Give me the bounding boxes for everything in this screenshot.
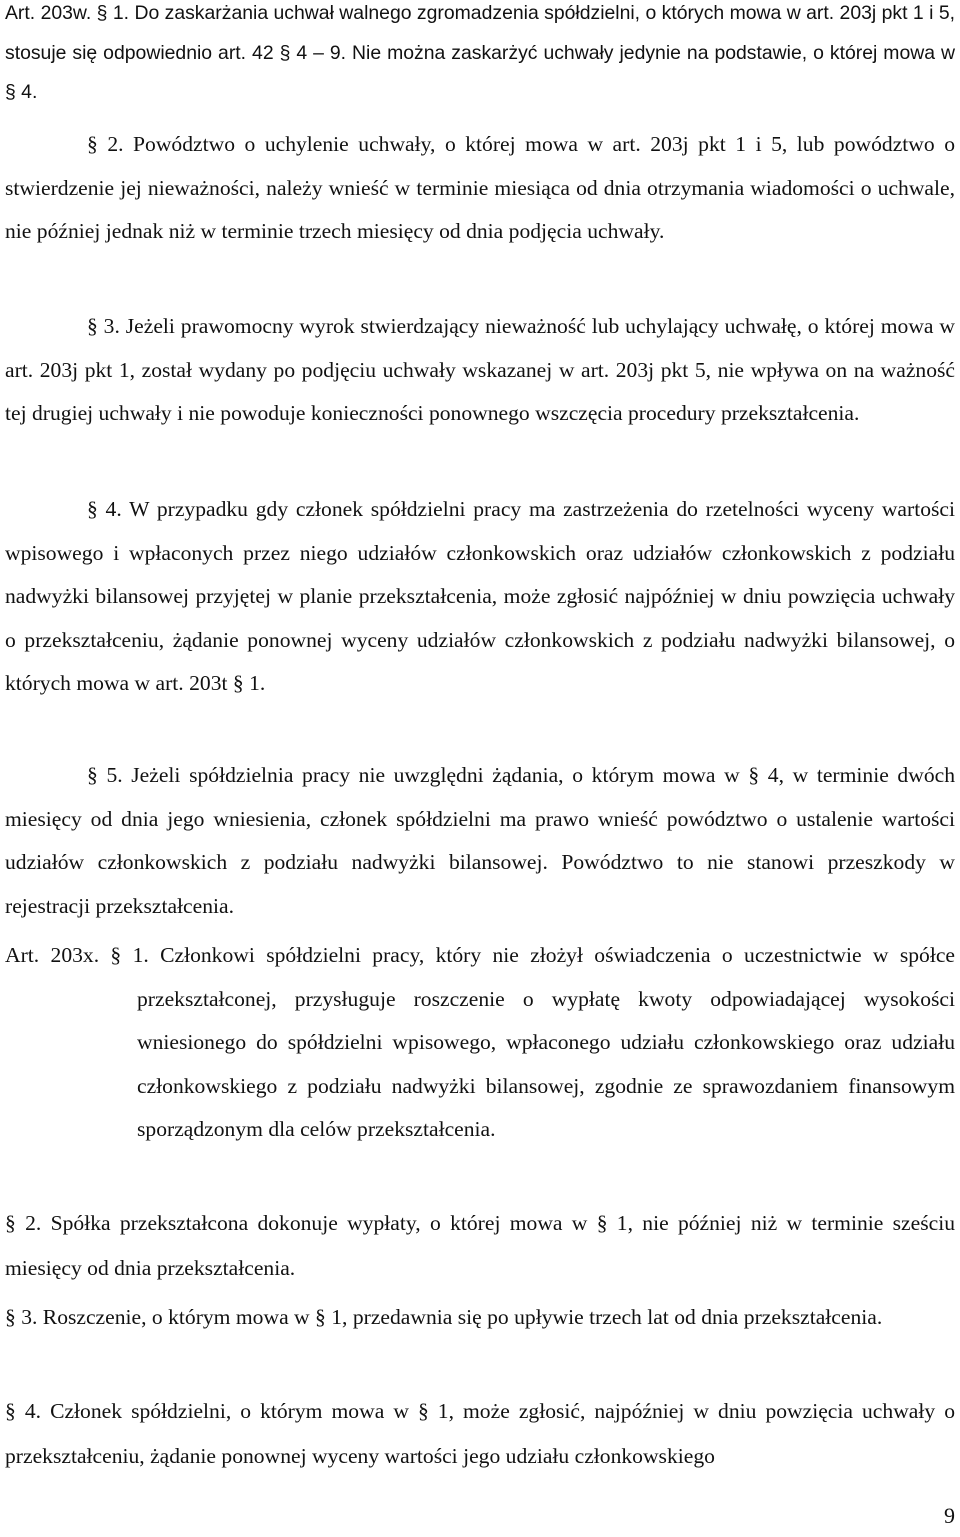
art-203w-para-5: § 5. Jeżeli spółdzielnia pracy nie uwzględni żądania, o którym mowa w § 4, w terminie dwóch miesięcy od dnia jego wniesienia, członek spółdzielni ma prawo wnieść powództwo o ustalenie wartości udziałów członkowskich z podziału nadwyżki bilansowej. Powództwo to nie stanowi przeszkody w rejestracji przekształcenia. <box>5 763 955 918</box>
art-203x-para-2: § 2. Spółka przekształcona dokonuje wypłaty, o której mowa w § 1, nie później niż w terminie sześciu miesięcy od dnia przekształcenia. <box>5 1211 955 1280</box>
art-203w-para-3: § 3. Jeżeli prawomocny wyrok stwierdzający nieważność lub uchylający uchwałę, o której mowa w art. 203j pkt 1, został wydany po podjęciu uchwały wskazanej w art. 203j pkt 5, nie wpływa on na ważność tej drugiej uchwały i nie powoduje konieczności ponownego wszczęcia procedury przekształcenia. <box>5 314 955 425</box>
art-203x-para-3: § 3. Roszczenie, o którym mowa w § 1, przedawnia się po upływie trzech lat od dnia przekształcenia. <box>5 1305 883 1329</box>
document-page <box>5 0 955 1537</box>
art-203w-para-4: § 4. W przypadku gdy członek spółdzielni pracy ma zastrzeżenia do rzetelności wyceny wartości wpisowego i wpłaconych przez niego udziałów członkowskich oraz udziałów członkowskich z podziału nadwyżki bilansowej przyjętej w planie przekształcenia, może zgłosić najpóźniej w dniu powzięcia uchwały o przekształceniu, żądanie ponownej wyceny udziałów członkowskich z podziału nadwyżki bilansowej, o których mowa w art. 203t § 1. <box>5 497 955 695</box>
art-203x-para-4: § 4. Członek spółdzielni, o którym mowa w § 1, może zgłosić, najpóźniej w dniu powzięcia uchwały o przekształceniu, żądanie ponownej wyceny wartości jego udziału członkowskiego <box>5 1399 955 1468</box>
art-203w-para-1: Art. 203w. § 1. Do zaskarżania uchwał walnego zgromadzenia spółdzielni, o których mowa w art. 203j pkt 1 i 5, stosuje się odpowiednio art. 42 § 4 – 9. Nie można zaskarżyć uchwały jedynie na podstawie, o której mowa w § 4. <box>5 2 955 103</box>
art-203x-para-1: Art. 203x. § 1. Członkowi spółdzielni pracy, który nie złożył oświadczenia o uczestnictwie w spółce przekształconej, przysługuje roszczenie o wypłatę kwoty odpowiadającej wysokości wniesionego do spółdzielni wpisowego, wpłaconego udziału członkowskiego oraz udziału członkowskiego z podziału nadwyżki bilansowej, zgodnie ze sprawozdaniem finansowym sporządzonym dla celów przekształcenia. <box>5 943 955 1141</box>
page-number: 9 <box>944 1503 955 1528</box>
art-203w-para-2: § 2. Powództwo o uchylenie uchwały, o której mowa w art. 203j pkt 1 i 5, lub powództwo o stwierdzenie jej nieważności, należy wnieść w terminie miesiąca od dnia otrzymania wiadomości o uchwale, nie później jednak niż w terminie trzech miesięcy od dnia podjęcia uchwały. <box>5 132 955 243</box>
